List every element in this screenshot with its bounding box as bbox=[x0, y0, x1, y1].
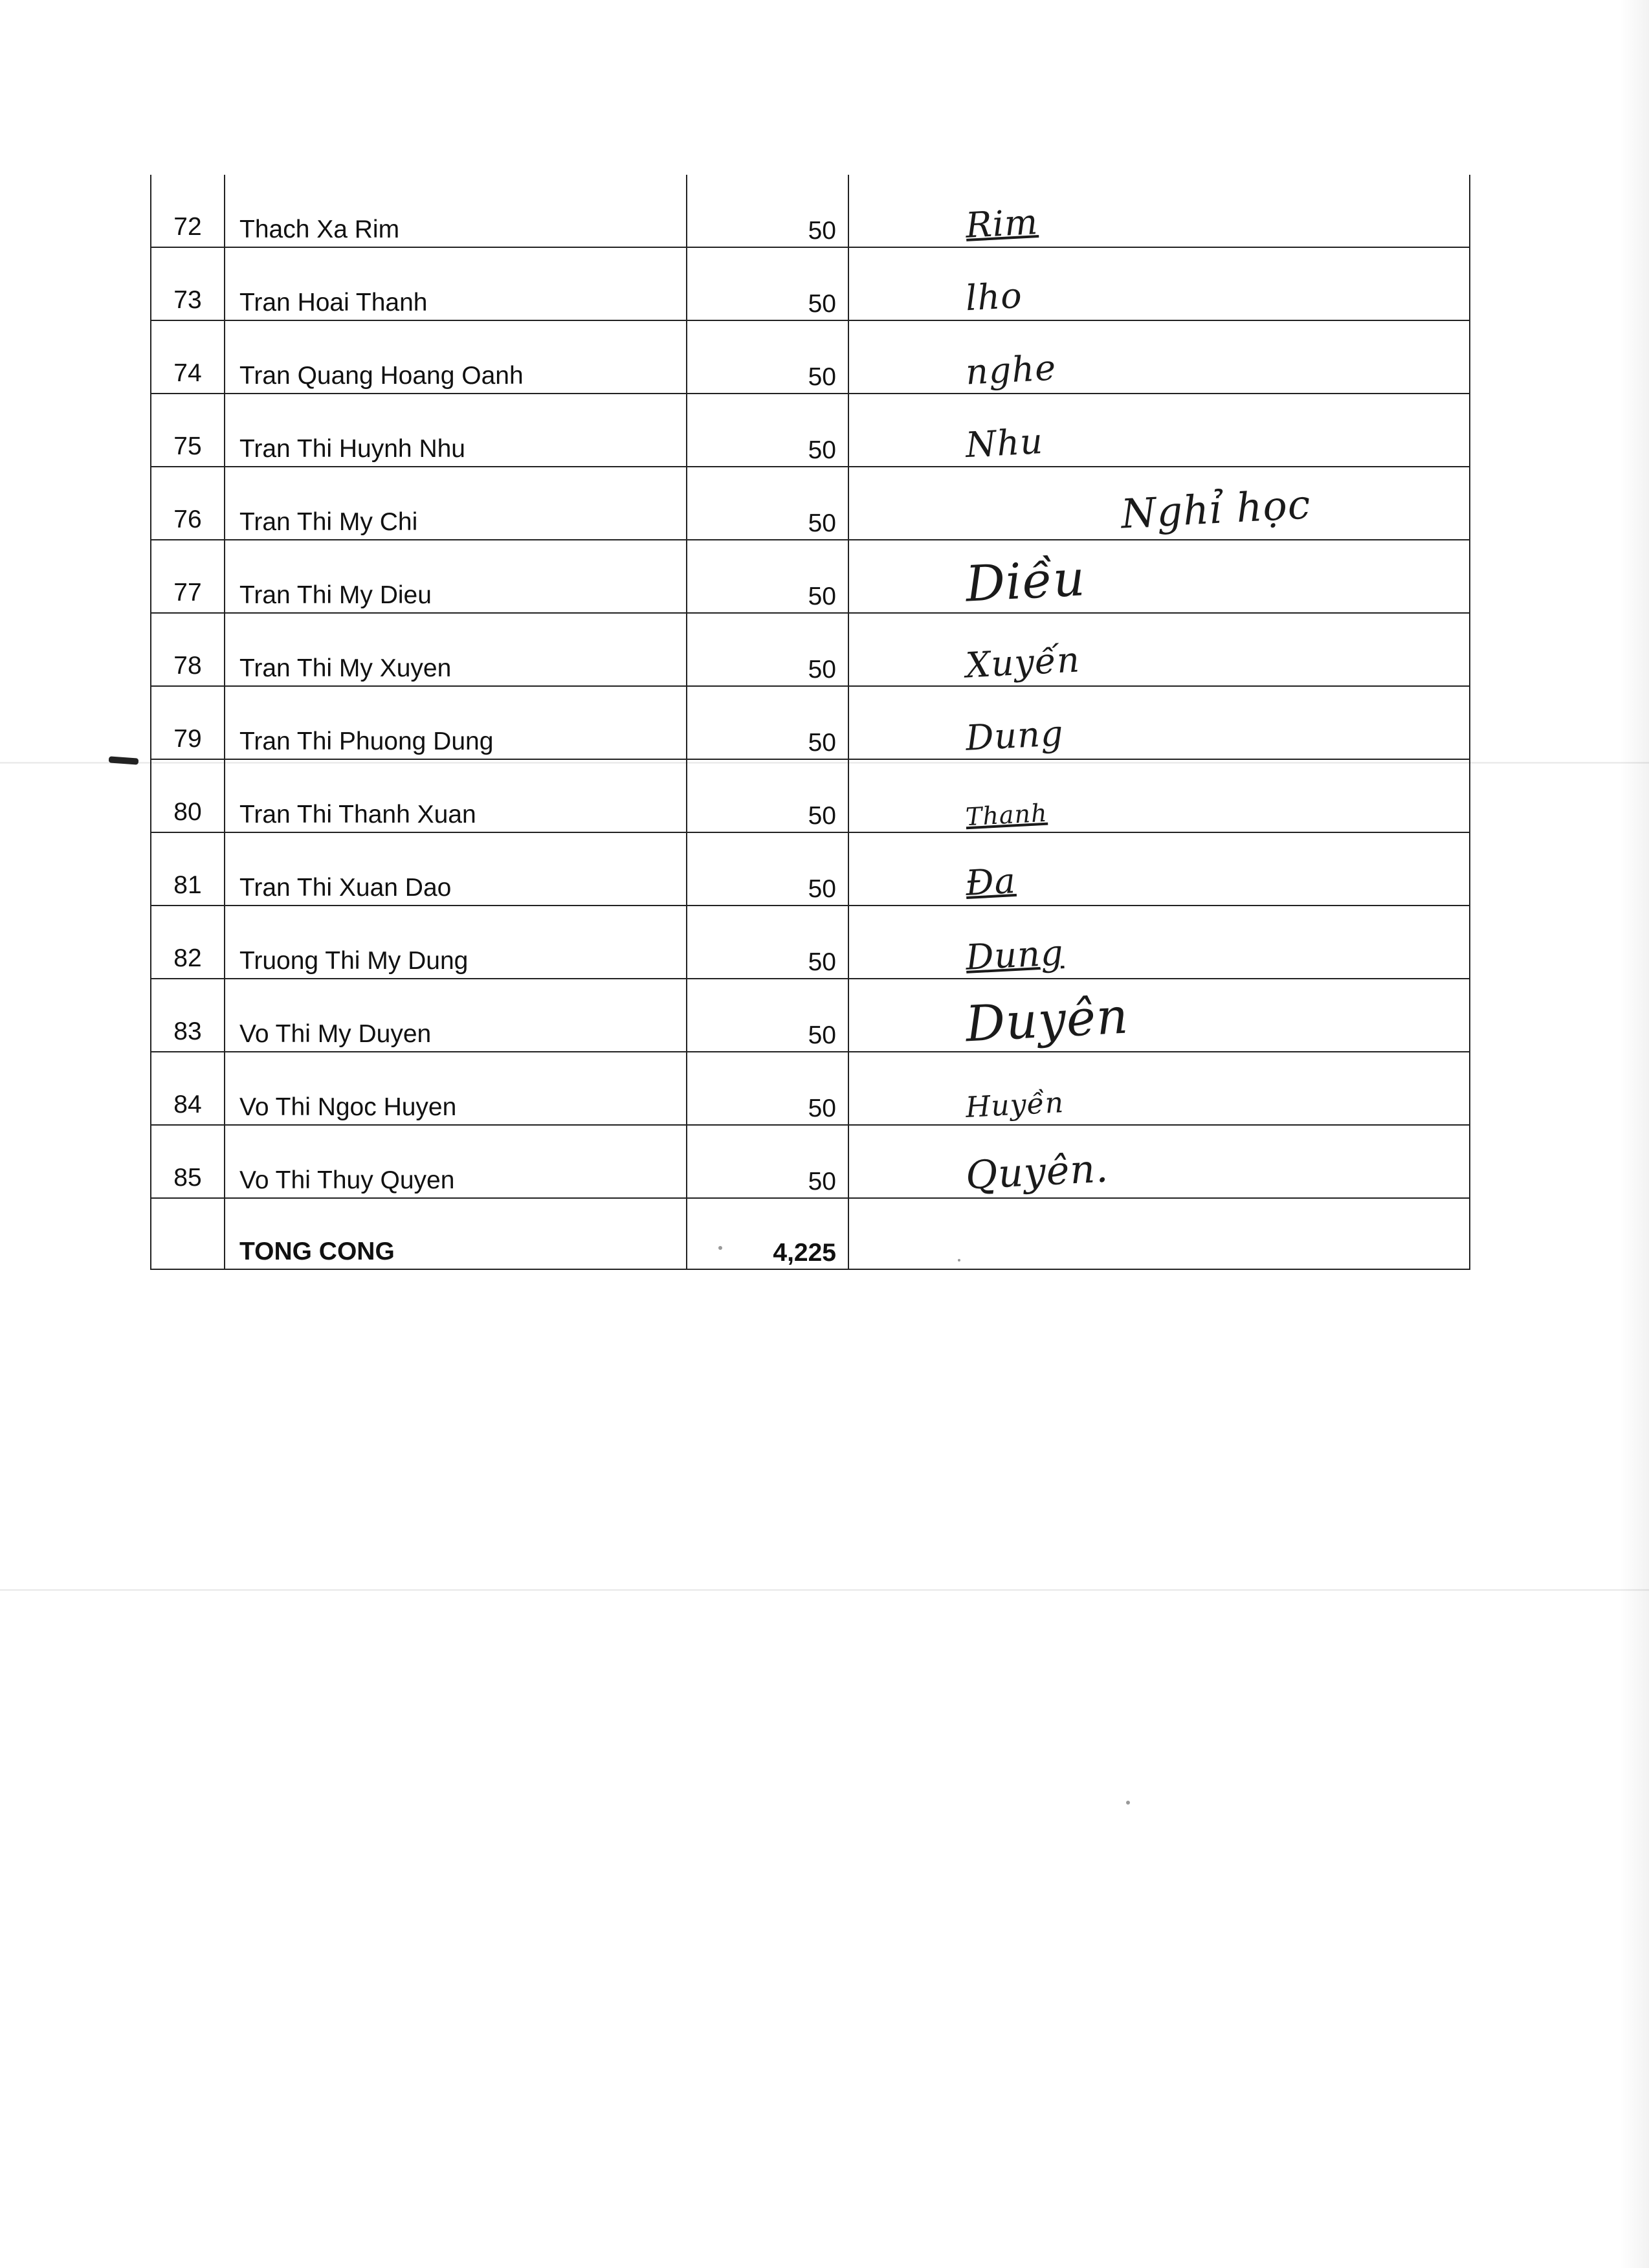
signature-cell bbox=[848, 320, 1470, 394]
signature: lho bbox=[964, 274, 1024, 319]
table-row bbox=[151, 247, 1470, 320]
student-name: Tran Thi My Dieu bbox=[225, 540, 687, 613]
row-number: 85 bbox=[151, 1125, 225, 1198]
row-number: 84 bbox=[151, 1052, 225, 1125]
scan-edge-shadow bbox=[1619, 0, 1649, 2268]
table-row bbox=[151, 320, 1470, 394]
total-label: TONG CONG bbox=[225, 1198, 687, 1269]
table-row bbox=[151, 613, 1470, 686]
signature: Dung bbox=[964, 932, 1065, 978]
payment-roster-table bbox=[150, 175, 1470, 1270]
table-row bbox=[151, 540, 1470, 613]
signature: Nghỉ học bbox=[1120, 480, 1312, 538]
signature-cell bbox=[848, 1125, 1470, 1198]
table-row bbox=[151, 906, 1470, 979]
amount: 50 bbox=[687, 467, 848, 540]
signature-cell bbox=[848, 247, 1470, 320]
paper-fold-line-lower bbox=[0, 1589, 1649, 1591]
signature: Rim bbox=[964, 201, 1039, 246]
row-number: 76 bbox=[151, 467, 225, 540]
signature: Quyên. bbox=[964, 1146, 1110, 1199]
amount: 50 bbox=[687, 979, 848, 1052]
row-number: 78 bbox=[151, 613, 225, 686]
signature-cell bbox=[848, 175, 1470, 247]
row-number: 83 bbox=[151, 979, 225, 1052]
table-row bbox=[151, 759, 1470, 832]
table-row bbox=[151, 832, 1470, 906]
signature: Duyên bbox=[964, 986, 1130, 1053]
student-name: Tran Hoai Thanh bbox=[225, 247, 687, 320]
row-number: 72 bbox=[151, 175, 225, 247]
signature-cell bbox=[848, 1052, 1470, 1125]
total-row bbox=[151, 1198, 1470, 1269]
signature-cell bbox=[848, 613, 1470, 686]
amount: 50 bbox=[687, 320, 848, 394]
signature-cell bbox=[848, 467, 1470, 540]
amount: 50 bbox=[687, 759, 848, 832]
amount: 50 bbox=[687, 832, 848, 906]
row-number: 73 bbox=[151, 247, 225, 320]
row-number: 81 bbox=[151, 832, 225, 906]
signature-cell bbox=[848, 686, 1470, 759]
signature: Huyền bbox=[964, 1086, 1065, 1124]
signature: Đa bbox=[964, 860, 1017, 904]
student-name: Truong Thi My Dung bbox=[225, 906, 687, 979]
row-number: 80 bbox=[151, 759, 225, 832]
signature: nghe bbox=[964, 347, 1057, 393]
signature-cell bbox=[848, 906, 1470, 979]
amount: 50 bbox=[687, 1052, 848, 1125]
table-row bbox=[151, 1052, 1470, 1125]
row-number: 82 bbox=[151, 906, 225, 979]
student-name: Tran Quang Hoang Oanh bbox=[225, 320, 687, 394]
student-name: Tran Thi Huynh Nhu bbox=[225, 394, 687, 467]
table-row bbox=[151, 686, 1470, 759]
table-row bbox=[151, 1125, 1470, 1198]
table-row bbox=[151, 394, 1470, 467]
signature: Xuyến bbox=[964, 639, 1081, 686]
student-name: Vo Thi My Duyen bbox=[225, 979, 687, 1052]
row-number: 75 bbox=[151, 394, 225, 467]
amount: 50 bbox=[687, 906, 848, 979]
amount: 50 bbox=[687, 1125, 848, 1198]
table-row bbox=[151, 979, 1470, 1052]
total-amount: 4,225 bbox=[687, 1198, 848, 1269]
student-name: Tran Thi My Xuyen bbox=[225, 613, 687, 686]
amount: 50 bbox=[687, 686, 848, 759]
table-row bbox=[151, 467, 1470, 540]
signature: Dung bbox=[964, 713, 1065, 759]
student-name: Thach Xa Rim bbox=[225, 175, 687, 247]
total-number-cell bbox=[151, 1198, 225, 1269]
signature: Thanh bbox=[964, 798, 1048, 832]
signature-cell bbox=[848, 759, 1470, 832]
signature: Diều bbox=[964, 549, 1087, 613]
student-name: Vo Thi Thuy Quyen bbox=[225, 1125, 687, 1198]
student-name: Tran Thi Phuong Dung bbox=[225, 686, 687, 759]
amount: 50 bbox=[687, 394, 848, 467]
row-number: 79 bbox=[151, 686, 225, 759]
row-number: 77 bbox=[151, 540, 225, 613]
signature: Nhu bbox=[964, 420, 1045, 466]
scan-speck bbox=[1126, 1801, 1130, 1805]
signature-cell bbox=[848, 832, 1470, 906]
amount: 50 bbox=[687, 247, 848, 320]
student-name: Tran Thi Thanh Xuan bbox=[225, 759, 687, 832]
student-name: Tran Thi Xuan Dao bbox=[225, 832, 687, 906]
student-name: Tran Thi My Chi bbox=[225, 467, 687, 540]
student-name: Vo Thi Ngoc Huyen bbox=[225, 1052, 687, 1125]
amount: 50 bbox=[687, 613, 848, 686]
amount: 50 bbox=[687, 540, 848, 613]
signature-cell bbox=[848, 540, 1470, 613]
total-signature-cell bbox=[848, 1198, 1470, 1269]
signature-cell bbox=[848, 979, 1470, 1052]
signature-cell bbox=[848, 394, 1470, 467]
table-row bbox=[151, 175, 1470, 247]
row-number: 74 bbox=[151, 320, 225, 394]
amount: 50 bbox=[687, 175, 848, 247]
